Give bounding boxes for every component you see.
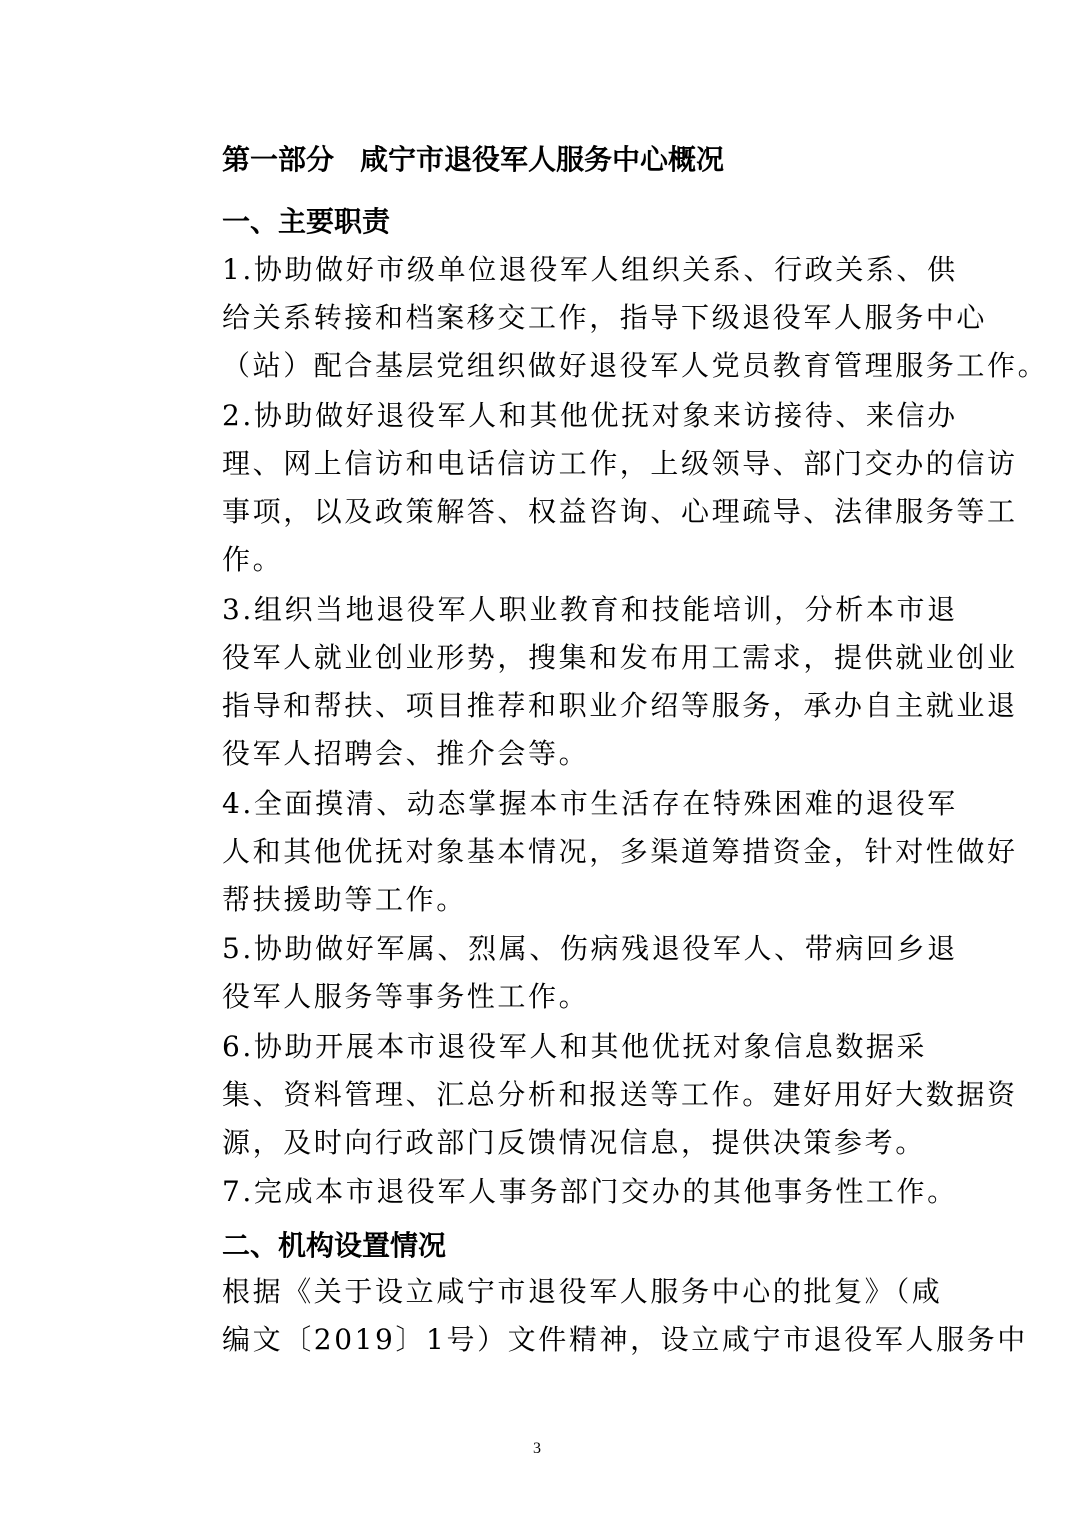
page-number: 3 (533, 1440, 541, 1457)
duty-paragraph-1 (166, 246, 1049, 390)
paragraph-line: 6.协助开展本市退役军人和其他优抚对象信息数据采 (222, 1030, 928, 1063)
paragraph-line: 1.协助做好市级单位退役军人组织关系、行政关系、供 (222, 253, 958, 286)
section-heading-duties: 一、主要职责 (222, 205, 391, 238)
paragraph-line: 人和其他优抚对象基本情况，多渠道筹措资金，针对性做好 (222, 835, 1018, 868)
paragraph-line: 4.全面摸清、动态掌握本市生活存在特殊困难的退役军 (222, 787, 958, 820)
paragraph-line: 役军人就业创业形势，搜集和发布用工需求，提供就业创业 (222, 641, 1018, 674)
paragraph-line: 2.协助做好退役军人和其他优抚对象来访接待、来信办 (222, 399, 958, 432)
paragraph-line: 理、网上信访和电话信访工作，上级领导、部门交办的信访 (222, 447, 1018, 480)
paragraph-line: 5.协助做好军属、烈属、伤病残退役军人、带病回乡退 (222, 932, 958, 965)
section-heading-organization: 二、机构设置情况 (222, 1229, 447, 1262)
paragraph-line: 编文〔2019〕1号）文件精神，设立咸宁市退役军人服务中 (222, 1323, 1028, 1356)
title-part: 第一部分 (222, 143, 335, 176)
paragraph-line: 根据《关于设立咸宁市退役军人服务中心的批复》（咸 (222, 1275, 943, 1308)
paragraph-line: 役军人招聘会、推介会等。 (222, 737, 590, 770)
organization-paragraph (166, 1268, 1028, 1364)
paragraph-line: 事项，以及政策解答、权益咨询、心理疏导、法律服务等工 (222, 495, 1018, 528)
title-name: 咸宁市退役军人服务中心概况 (360, 143, 725, 176)
paragraph-line: 给关系转接和档案移交工作，指导下级退役军人服务中心 (222, 301, 988, 334)
page-title (222, 138, 982, 182)
duty-paragraph-2 (166, 392, 1018, 584)
paragraph-line: （站）配合基层党组织做好退役军人党员教育管理服务工作。 (222, 349, 1049, 382)
paragraph-line: 源，及时向行政部门反馈情况信息，提供决策参考。 (222, 1126, 926, 1159)
duty-paragraph-3 (166, 586, 1018, 778)
paragraph-line: 作。 (222, 543, 284, 576)
paragraph-line: 7.完成本市退役军人事务部门交办的其他事务性工作。 (222, 1175, 958, 1208)
paragraph-line: 3.组织当地退役军人职业教育和技能培训，分析本市退 (222, 593, 958, 626)
paragraph-line: 集、资料管理、汇总分析和报送等工作。建好用好大数据资 (222, 1078, 1018, 1111)
duty-paragraph-4 (166, 780, 1018, 924)
duty-paragraph-7 (166, 1168, 958, 1216)
paragraph-line: 役军人服务等事务性工作。 (222, 980, 590, 1013)
duty-paragraph-5 (166, 925, 958, 1021)
paragraph-line: 帮扶援助等工作。 (222, 883, 467, 916)
paragraph-line: 指导和帮扶、项目推荐和职业介绍等服务，承办自主就业退 (222, 689, 1018, 722)
duty-paragraph-6 (166, 1023, 1018, 1167)
